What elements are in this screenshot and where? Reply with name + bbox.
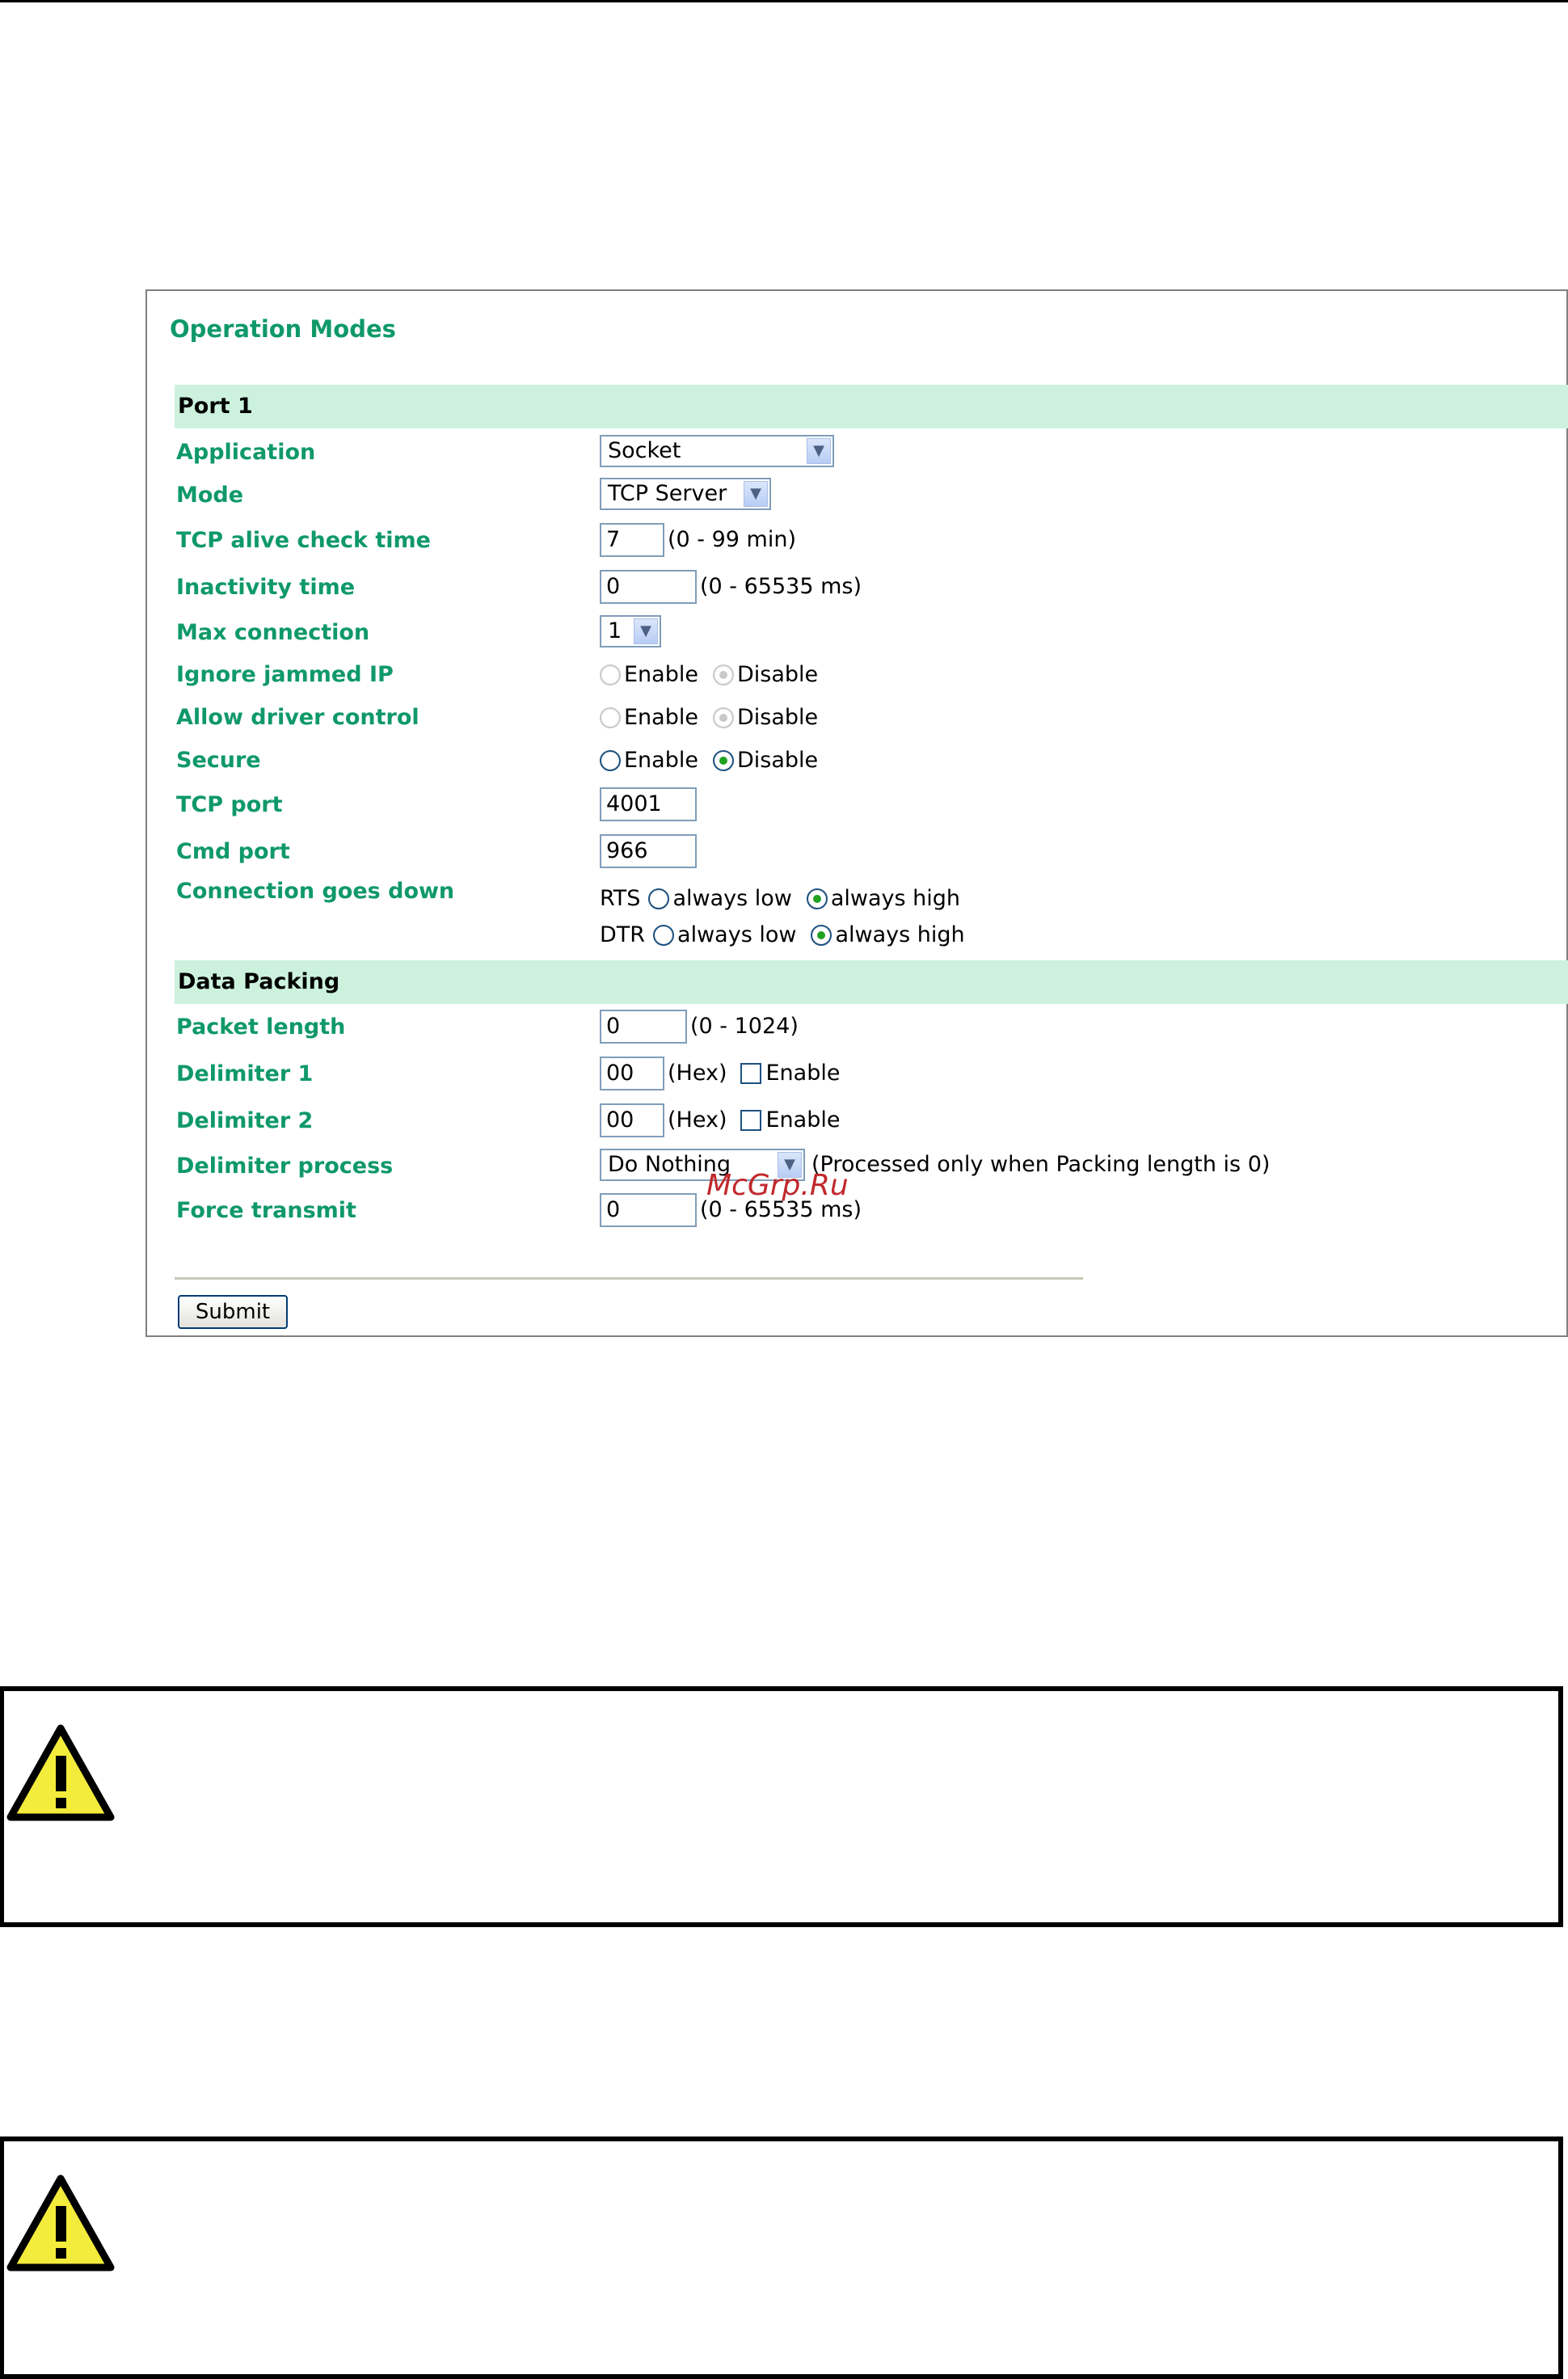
packet-length-input[interactable]: 0: [600, 1010, 687, 1044]
force-transmit-input[interactable]: 0: [600, 1193, 697, 1227]
ignore-jammed-label: Ignore jammed IP: [176, 662, 394, 687]
allow-driver-enable-radio[interactable]: [600, 707, 621, 728]
application-control: [600, 435, 834, 467]
secure-enable-label: Enable: [624, 748, 698, 773]
dtr-always-high-radio[interactable]: [811, 925, 832, 946]
chevron-down-icon[interactable]: ▼: [744, 481, 768, 507]
tcp-alive-control: [600, 523, 796, 557]
delimiter2-input[interactable]: 00: [600, 1103, 664, 1137]
max-connection-label: Max connection: [176, 620, 370, 645]
packet-length-label: Packet length: [176, 1014, 346, 1040]
page-title: Operation Modes: [170, 315, 396, 343]
delimiter1-enable-checkbox[interactable]: [740, 1063, 761, 1084]
tcp-port-label: TCP port: [176, 792, 283, 817]
packet-length-hint: (0 - 1024): [690, 1014, 799, 1039]
delimiter1-input[interactable]: 00: [600, 1057, 664, 1090]
rts-control: [600, 885, 960, 913]
max-connection-control: [600, 615, 661, 647]
dtr-control: [600, 922, 965, 949]
application-select[interactable]: [600, 435, 834, 467]
ignore-jammed-disable-radio[interactable]: [713, 664, 734, 685]
cmd-port-control: [600, 834, 697, 868]
cmd-port-label: Cmd port: [176, 839, 290, 864]
warning-icon: [6, 2174, 116, 2274]
dtr-always-high-label: always high: [835, 922, 965, 947]
dtr-label: DTR: [600, 922, 646, 947]
rts-always-low-label: always low: [672, 886, 792, 911]
operation-modes-panel: [145, 289, 1568, 1337]
secure-label: Secure: [176, 748, 261, 773]
delimiter2-enable-label: Enable: [765, 1107, 841, 1133]
delimiter2-hint: (Hex): [668, 1107, 727, 1133]
mode-select[interactable]: [600, 478, 771, 510]
force-transmit-hint: (0 - 65535 ms): [700, 1197, 862, 1222]
ignore-jammed-control: [600, 661, 818, 689]
delimiter-process-label: Delimiter process: [176, 1154, 394, 1179]
inactivity-control: [600, 570, 862, 604]
application-value: Socket: [608, 438, 681, 463]
dtr-always-low-label: always low: [677, 922, 797, 947]
delimiter2-label: Delimiter 2: [176, 1108, 314, 1133]
allow-driver-enable-label: Enable: [624, 705, 698, 730]
application-label: Application: [176, 440, 316, 465]
page-top-rule: [0, 0, 1568, 2]
rts-always-high-radio[interactable]: [807, 888, 828, 909]
secure-enable-radio[interactable]: [600, 750, 621, 771]
packet-length-control: [600, 1010, 799, 1044]
warning-icon: [6, 1723, 116, 1824]
max-connection-select[interactable]: [600, 615, 661, 647]
mode-control: [600, 478, 771, 510]
delimiter1-label: Delimiter 1: [176, 1061, 314, 1086]
rts-always-low-radio[interactable]: [648, 888, 669, 909]
section-header-port: Port 1: [175, 385, 1568, 428]
delimiter-process-control: [600, 1149, 1270, 1181]
connection-down-label: Connection goes down: [176, 879, 455, 904]
delimiter-process-value: Do Nothing: [608, 1152, 731, 1177]
secure-disable-radio[interactable]: [713, 750, 734, 771]
rts-label: RTS: [600, 886, 641, 911]
max-connection-value: 1: [608, 618, 622, 643]
secure-control: [600, 747, 818, 774]
secure-disable-label: Disable: [736, 748, 819, 773]
cmd-port-input[interactable]: 966: [600, 834, 697, 868]
allow-driver-disable-radio[interactable]: [713, 707, 734, 728]
submit-button[interactable]: Submit: [178, 1295, 288, 1329]
delimiter1-enable-label: Enable: [765, 1061, 841, 1086]
inactivity-label: Inactivity time: [176, 575, 356, 600]
allow-driver-control: [600, 704, 818, 732]
chevron-down-icon[interactable]: ▼: [807, 438, 831, 464]
tcp-alive-label: TCP alive check time: [176, 528, 431, 553]
delimiter2-control: [600, 1103, 840, 1137]
tcp-port-input[interactable]: 4001: [600, 787, 697, 821]
mode-value: TCP Server: [608, 481, 727, 506]
ignore-jammed-disable-label: Disable: [736, 662, 819, 687]
force-transmit-label: Force transmit: [176, 1198, 356, 1223]
warning-box-2: [0, 2136, 1563, 2379]
allow-driver-label: Allow driver control: [176, 705, 419, 730]
chevron-down-icon[interactable]: ▼: [634, 618, 658, 644]
watermark: McGrp.Ru: [706, 1169, 849, 1202]
tcp-alive-hint: (0 - 99 min): [668, 527, 797, 552]
delimiter1-hint: (Hex): [668, 1061, 727, 1086]
warning-box-1: [0, 1686, 1563, 1927]
form-divider: [175, 1277, 1083, 1280]
chevron-down-icon[interactable]: ▼: [778, 1152, 802, 1178]
section-header-data-packing: Data Packing: [175, 960, 1568, 1004]
tcp-port-control: [600, 787, 697, 821]
tcp-alive-input[interactable]: 7: [600, 523, 664, 557]
delimiter2-enable-checkbox[interactable]: [740, 1110, 761, 1131]
ignore-jammed-enable-label: Enable: [624, 662, 698, 687]
inactivity-input[interactable]: 0: [600, 570, 697, 604]
delimiter1-control: [600, 1057, 840, 1090]
ignore-jammed-enable-radio[interactable]: [600, 664, 621, 685]
dtr-always-low-radio[interactable]: [653, 925, 674, 946]
inactivity-hint: (0 - 65535 ms): [700, 574, 862, 599]
rts-always-high-label: always high: [830, 886, 961, 911]
mode-label: Mode: [176, 483, 244, 508]
delimiter-process-hint: (Processed only when Packing length is 0): [811, 1152, 1271, 1177]
allow-driver-disable-label: Disable: [736, 705, 819, 730]
